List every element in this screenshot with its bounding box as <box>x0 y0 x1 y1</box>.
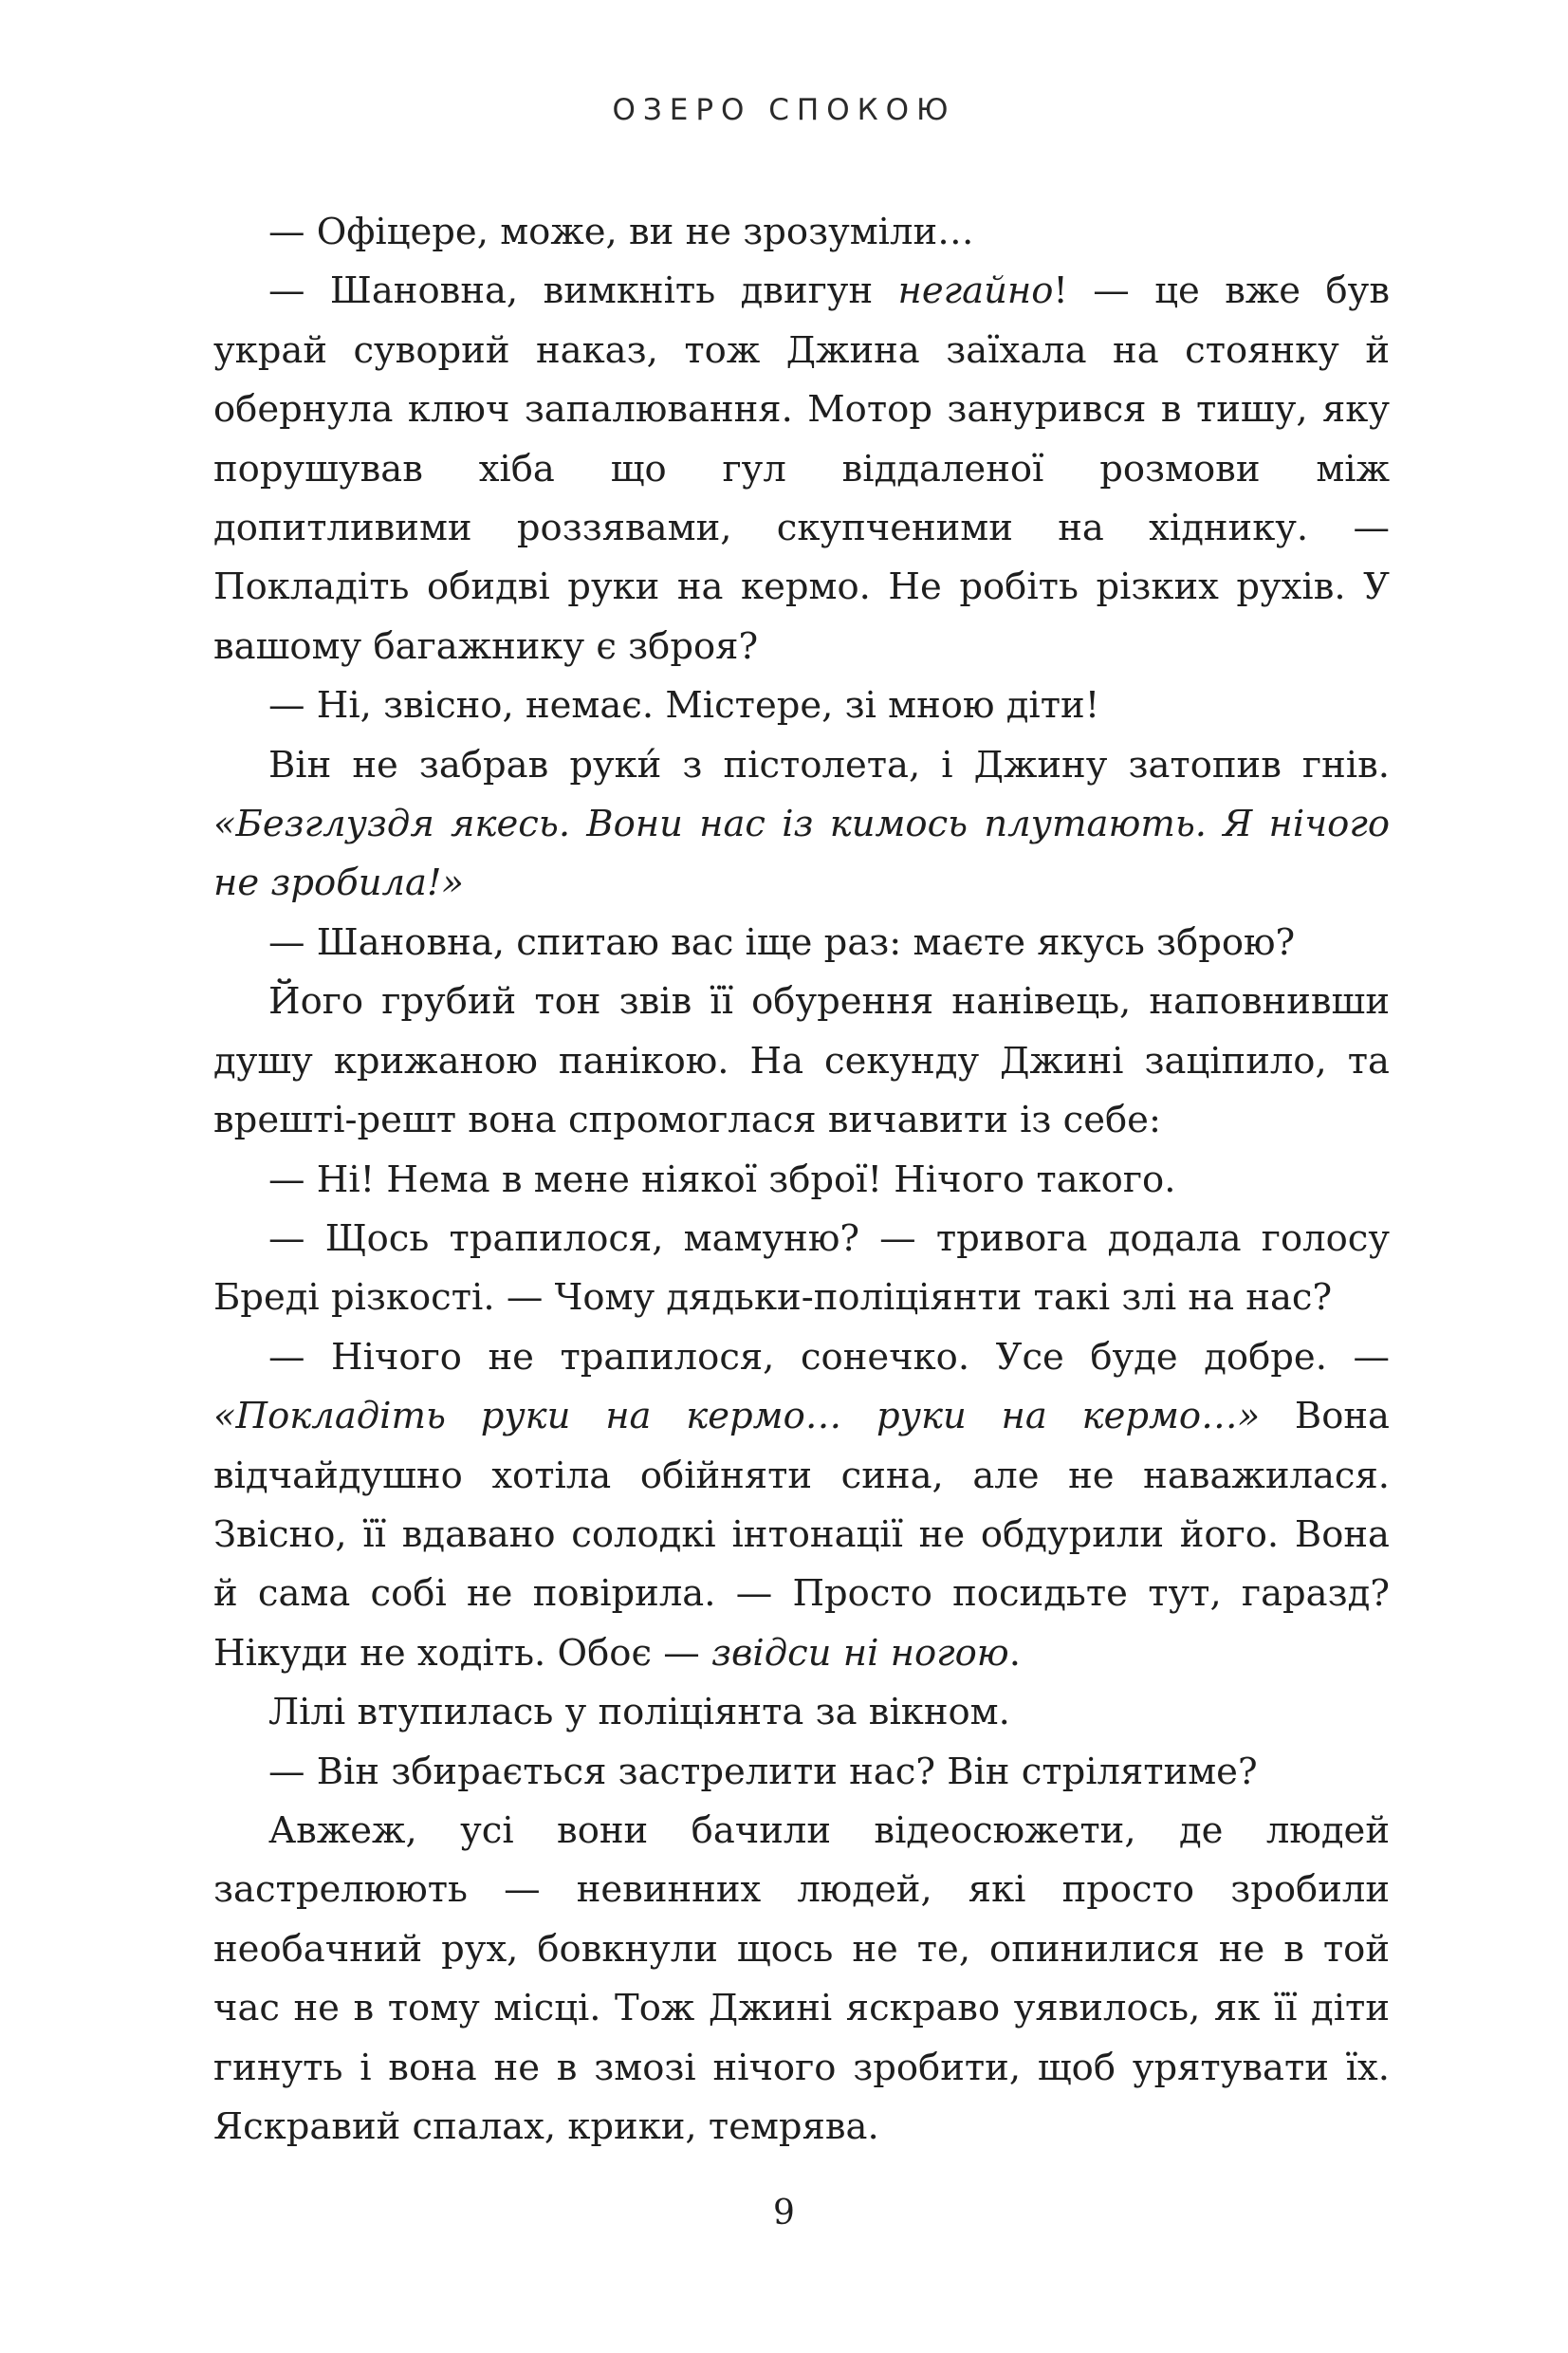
body-text <box>213 203 1390 2157</box>
italic-run: звідси ні ногою <box>711 1631 1009 1675</box>
paragraph <box>213 1683 1390 1742</box>
paragraph <box>213 1802 1390 2157</box>
paragraph <box>213 262 1390 676</box>
text-run: Його грубий тон звів її обурення нанівець, наповнивши душу крижаною панікою. На секунду Джині заціпило, та врешті-решт вона спромоглася вичавити із себе: <box>213 980 1390 1142</box>
paragraph <box>213 973 1390 1150</box>
italic-run: «Безглуздя якесь. Вони нас із кимось плутають. Я нічого не зробила!» <box>213 803 1390 905</box>
text-run: — Ні! Нема в мене ніякої зброї! Нічого такого. <box>268 1158 1176 1201</box>
text-run: . <box>1008 1631 1021 1675</box>
italic-run: «Покладіть руки на кермо… руки на кермо…» <box>213 1395 1261 1438</box>
text-run: Авжеж, усі вони бачили відеосюжети, де людей застрелюють — невинних людей, які просто зробили необачний рух, бовкнули щось не те, опинилися не в той час не в тому місці. Тож Джині яскраво уявилось, як її діти гинуть і вона не в змозі нічого зробити, щоб урятувати їх. Яскравий спалах, крики, темрява. <box>213 1808 1390 2148</box>
paragraph <box>213 914 1390 973</box>
italic-run: негайно <box>897 269 1054 313</box>
text-run: Вона відчайдушно хотіла обійняти сина, але не наважилася. Звісно, її вдавано солодкі інтонації не обдурили його. Вона й сама собі не повірила. — Просто посидьте тут, гаразд? Нікуди не ходіть. Обоє — <box>213 1395 1390 1675</box>
paragraph <box>213 676 1390 735</box>
text-run: — Ні, звісно, немає. Містере, зі мною діти! <box>268 684 1100 728</box>
paragraph <box>213 1210 1390 1328</box>
paragraph <box>213 1328 1390 1683</box>
text-run: — Щось трапилося, мамуню? — тривога додала голосу Бреді різкості. — Чому дядьки-поліціянти такі злі на нас? <box>213 1216 1390 1320</box>
text-run: — Шановна, спитаю вас іще раз: маєте якусь зброю? <box>268 920 1296 964</box>
paragraph <box>213 203 1390 262</box>
text-run: — Офіцере, може, ви не зрозуміли… <box>268 211 974 253</box>
text-run: Лілі втупилась у поліціянта за вікном. <box>268 1691 1010 1734</box>
running-header: ОЗЕРО СПОКОЮ <box>612 93 956 127</box>
page-number: 9 <box>773 2194 795 2233</box>
paragraph <box>213 1743 1390 1802</box>
paragraph <box>213 1151 1390 1210</box>
text-run: — Нічого не трапилося, сонечко. Усе буде добре. — <box>268 1335 1390 1379</box>
text-run: Він не забрав руки́ з пістолета, і Джину затопив гнів. <box>268 743 1390 787</box>
text-run: ! — це вже був украй суворий наказ, тож Джина заїхала на стоянку й обернула ключ запалювання. Мотор занурився в тишу, яку порушував хіба що гул віддаленої розмови між допитливими роззявами, скупченими на хіднику. — Покладіть обидві руки на кермо. Не робіть різких рухів. У вашому багажнику є зброя? <box>213 269 1390 668</box>
paragraph <box>213 736 1390 914</box>
text-run: — Він збирається застрелити нас? Він стрілятиме? <box>268 1750 1258 1793</box>
text-run: — Шановна, вимкніть двигун <box>268 269 898 313</box>
